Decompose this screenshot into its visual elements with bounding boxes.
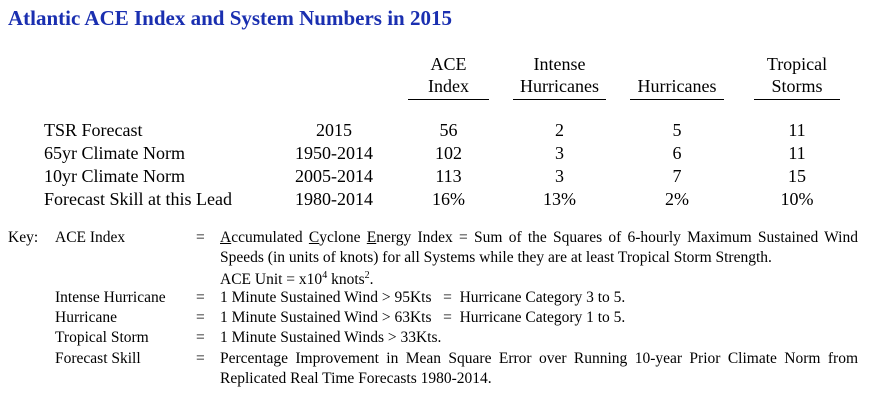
ace-unit-exp: 4 [322, 270, 328, 281]
ace-letter-e: E [366, 229, 377, 246]
key-label: Key: [8, 229, 39, 246]
row-label: 10yr Climate Norm [44, 166, 185, 186]
ace-word-a: ccumulated [231, 229, 309, 246]
ace-unit-exp2: 2 [364, 270, 370, 281]
row-hurricanes: 5 [672, 120, 682, 140]
row-label: Forecast Skill at this Lead [44, 189, 232, 209]
row-intense: 3 [555, 143, 564, 163]
page-title: Atlantic ACE Index and System Numbers in 2015 [8, 6, 452, 30]
key-term-ace: ACE Index [55, 229, 126, 246]
key-term-skill: Forecast Skill [55, 350, 141, 367]
header-hurricanes-line1: Hurricanes [637, 76, 717, 96]
key-desc-skill: Percentage Improvement in Mean Square Error over Running 10-year Prior Climate Norm from Replicated Real Time Forecasts 1980-2014. [220, 350, 858, 387]
ace-letter-a: A [220, 229, 232, 246]
row-intense: 3 [555, 166, 564, 186]
header-ace-line1: ACE [430, 54, 467, 74]
row-ace: 56 [439, 120, 458, 140]
row-intense: 2 [555, 120, 564, 140]
row-period: 1980-2014 [295, 189, 373, 209]
ace-letter-c: C [308, 229, 320, 246]
row-hurricanes: 6 [672, 143, 682, 163]
key-term-intense: Intense Hurricane [55, 289, 166, 306]
row-ace: 113 [435, 166, 462, 186]
header-intense-hurricanes [513, 53, 606, 100]
header-intense-line2: Hurricanes [520, 76, 599, 96]
row-tropical: 11 [788, 143, 806, 163]
key-equals: = [196, 289, 205, 306]
row-ace: 16% [432, 189, 465, 209]
row-label: TSR Forecast [44, 120, 143, 140]
key-desc-intense: 1 Minute Sustained Wind > 95Kts = Hurricane Category 3 to 5. [220, 289, 626, 306]
key-equals: = [196, 309, 205, 326]
header-ace-line2: Index [428, 76, 469, 96]
row-hurricanes: 2% [665, 189, 689, 209]
key-term-hurricane: Hurricane [55, 309, 117, 326]
row-hurricanes: 7 [672, 166, 682, 186]
row-period: 2015 [316, 120, 352, 140]
header-tropical-line2: Storms [771, 76, 823, 96]
row-label: 65yr Climate Norm [44, 143, 185, 163]
ace-unit-text: ACE Unit = x10 [220, 271, 323, 289]
row-intense: 13% [543, 189, 576, 209]
row-ace: 102 [435, 143, 462, 163]
row-period: 2005-2014 [295, 166, 373, 186]
row-tropical: 15 [788, 166, 806, 186]
header-hurricanes [630, 75, 724, 100]
key-desc-ace [220, 228, 858, 267]
key-equals: = [196, 329, 205, 346]
key-equals: = [196, 229, 205, 246]
ace-unit-knots: knots [327, 271, 365, 289]
row-period: 1950-2014 [295, 143, 373, 163]
row-tropical: 11 [788, 120, 806, 140]
key-desc-hurricane: 1 Minute Sustained Wind > 63Kts = Hurricane Category 1 to 5. [220, 309, 626, 326]
ace-word-e: nergy Index = Sum of the Squares of 6-hourly Maximum Sustained Wind Speeds (in units of knots) for all Systems while they are at least Tropical Storm Strength. [220, 229, 858, 266]
header-intense-line1: Intense [533, 54, 586, 74]
header-tropical-storms [754, 53, 840, 100]
ace-word-c: yclone [319, 229, 367, 246]
key-ace-unit [220, 266, 374, 289]
header-tropical-line1: Tropical [766, 54, 828, 74]
key-equals: = [196, 350, 205, 367]
key-desc-tropical: 1 Minute Sustained Winds > 33Kts. [220, 329, 442, 346]
row-tropical: 10% [780, 189, 814, 209]
header-ace-index [408, 53, 489, 100]
key-term-tropical: Tropical Storm [55, 329, 149, 346]
ace-unit-period: . [369, 271, 374, 289]
